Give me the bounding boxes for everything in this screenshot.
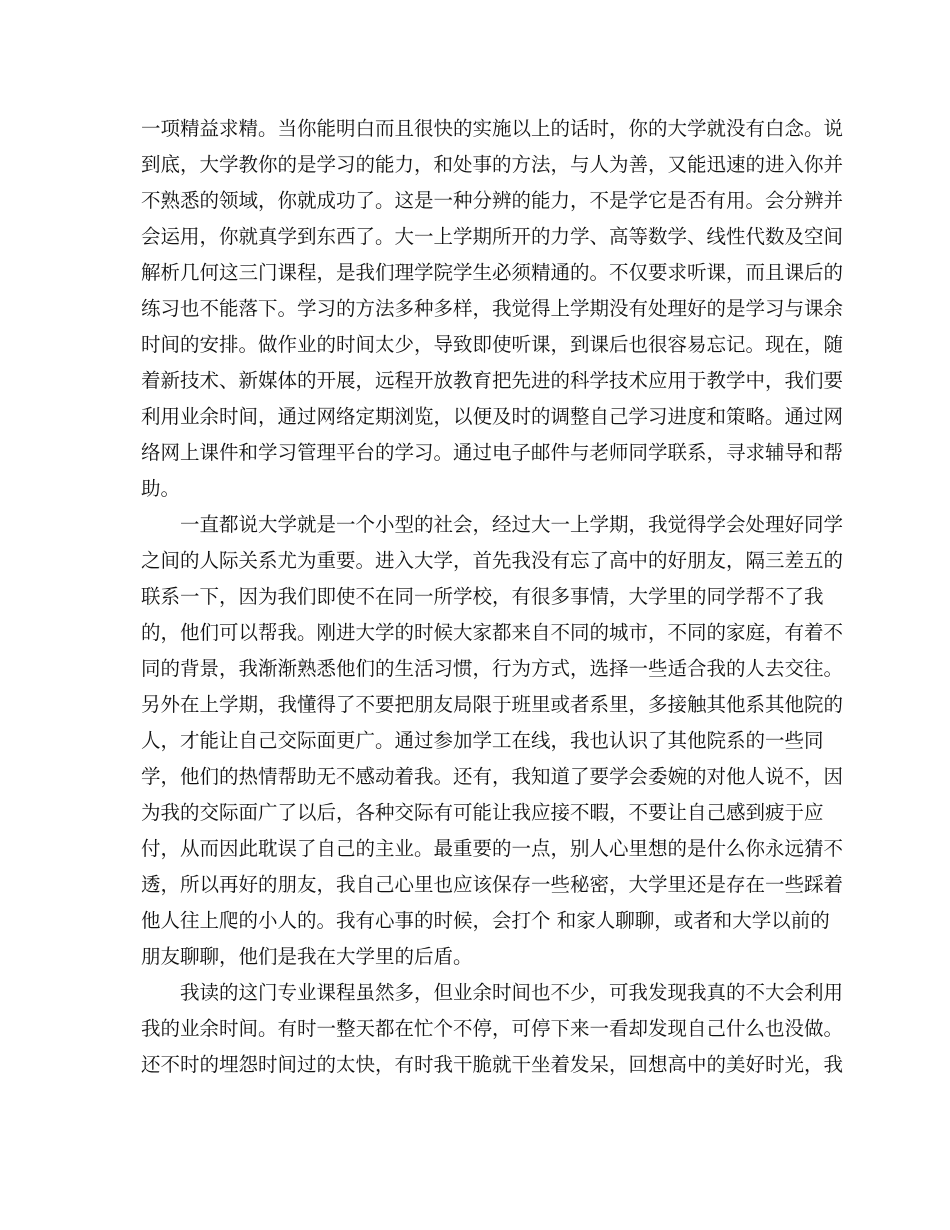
text-line: 他人往上爬的小人的。我有心事的时候，会打个 和家人聊聊，或者和大学以前的 — [141, 909, 830, 932]
text-line: 还不时的埋怨时间过的太快，有时我干脆就干坐着发呆，回想高中的美好时光，我 — [141, 1053, 844, 1076]
text-line: 我读的这门专业课程虽然多，但业余时间也不少，可我发现我真的不大会利用 — [180, 981, 844, 1004]
text-line: 一直都说大学就是一个小型的社会，经过大一上学期，我觉得学会处理好同学 — [180, 513, 844, 536]
text-line: 助。 — [141, 477, 181, 500]
text-line: 利用业余时间，通过网络定期浏览，以便及时的调整自己学习进度和策略。通过网 — [141, 405, 844, 428]
text-line: 我的业余时间。有时一整天都在忙个不停，可停下来一看却发现自己什么也没做。 — [141, 1017, 844, 1040]
text-line: 另外在上学期，我懂得了不要把朋友局限于班里或者系里，多接触其他系其他院的 — [141, 693, 844, 716]
text-line: 透，所以再好的朋友，我自己心里也应该保存一些秘密，大学里还是存在一些踩着 — [141, 873, 844, 896]
text-line: 人，才能让自己交际面更广。通过参加学工在线，我也认识了其他院系的一些同 — [141, 729, 824, 752]
text-line: 学，他们的热情帮助无不感动着我。还有，我知道了要学会委婉的对他人说不，因 — [141, 765, 844, 788]
text-line: 络网上课件和学习管理平台的学习。通过电子邮件与老师同学联系，寻求辅导和帮 — [141, 441, 844, 464]
text-line: 练习也不能落下。学习的方法多种多样，我觉得上学期没有处理好的是学习与课余 — [141, 297, 844, 320]
text-line: 不熟悉的领域，你就成功了。这是一种分辨的能力，不是学它是否有用。会分辨并 — [141, 189, 844, 212]
text-line: 朋友聊聊，他们是我在大学里的后盾。 — [141, 945, 473, 968]
text-line: 同的背景，我渐渐熟悉他们的生活习惯，行为方式，选择一些适合我的人去交往。 — [141, 657, 844, 680]
text-line: 着新技术、新媒体的开展，远程开放教育把先进的科学技术应用于教学中，我们要 — [141, 369, 844, 392]
text-line: 的，他们可以帮我。刚进大学的时候大家都来自不同的城市，不同的家庭，有着不 — [141, 621, 844, 644]
paragraph-free-time — [141, 975, 844, 1083]
text-line: 联系一下，因为我们即使不在同一所学校，有很多事情，大学里的同学帮不了我 — [141, 585, 824, 608]
text-line: 会运用，你就真学到东西了。大一上学期所开的力学、高等数学、线性代数及空间 — [141, 225, 844, 248]
text-line: 一项精益求精。当你能明白而且很快的实施以上的话时，你的大学就没有白念。说 — [141, 117, 844, 140]
paragraph-relationships — [141, 507, 844, 975]
text-line: 解析几何这三门课程，是我们理学院学生必须精通的。不仅要求听课，而且课后的 — [141, 261, 844, 284]
body-text — [141, 111, 844, 1083]
paragraph-study-methods — [141, 111, 844, 507]
text-line: 时间的安排。做作业的时间太少，导致即使听课，到课后也很容易忘记。现在，随 — [141, 333, 844, 356]
text-line: 之间的人际关系尤为重要。进入大学，首先我没有忘了高中的好朋友，隔三差五的 — [141, 549, 844, 572]
text-line: 为我的交际面广了以后，各种交际有可能让我应接不暇，不要让自己感到疲于应 — [141, 801, 824, 824]
text-line: 付，从而因此耽误了自己的主业。最重要的一点，别人心里想的是什么你永远猜不 — [141, 837, 844, 860]
text-line: 到底，大学教你的是学习的能力，和处事的方法，与人为善，又能迅速的进入你并 — [141, 153, 844, 176]
